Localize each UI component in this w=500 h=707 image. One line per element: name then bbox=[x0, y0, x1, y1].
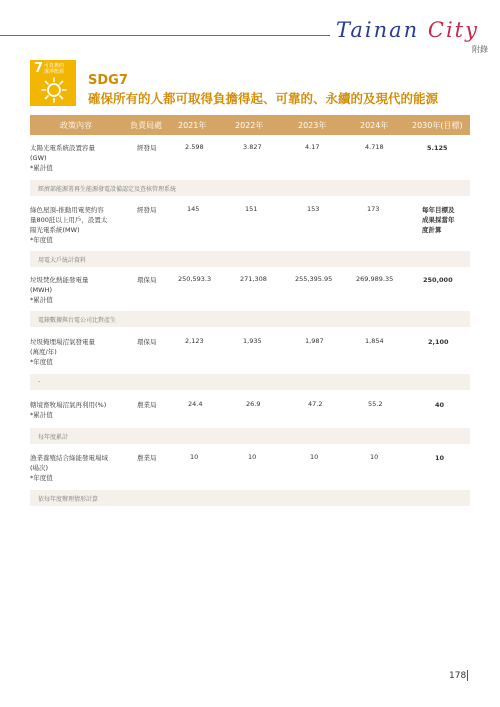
table-header-row bbox=[30, 115, 470, 135]
table-row bbox=[30, 453, 470, 483]
row-dept: 農業局 bbox=[137, 454, 157, 462]
col-header-2023: 2023年 bbox=[298, 121, 327, 130]
brand-word-city: City bbox=[427, 18, 479, 42]
row-target: 每年目標及 成果採當年 度計算 bbox=[422, 206, 455, 234]
row-item: 垃圾焚化熱能發電量 (MWH) *累計值 bbox=[30, 276, 89, 304]
header-rule bbox=[0, 35, 330, 36]
row-dept: 環保局 bbox=[137, 338, 157, 346]
row-item: 垃圾掩埋場沼氣發電量 (萬度/年) *年度值 bbox=[30, 338, 95, 366]
row-2023: 1,987 bbox=[305, 337, 324, 345]
sdg-code: SDG7 bbox=[88, 73, 128, 88]
row-2021: 145 bbox=[187, 205, 200, 213]
page-number-bar bbox=[467, 670, 468, 681]
row-source-note: 用電大戶統計資料 bbox=[30, 251, 470, 267]
row-2023: 47.2 bbox=[308, 400, 323, 408]
row-2024: 10 bbox=[370, 453, 379, 461]
sdg7-badge bbox=[30, 60, 76, 106]
row-2022: 271,308 bbox=[240, 275, 267, 283]
brand-word-tainan: Tainan bbox=[336, 18, 420, 42]
row-2021: 250,593.3 bbox=[178, 275, 212, 283]
row-source-note: 依每年度辦理情形計算 bbox=[30, 490, 470, 506]
row-item: 綠色屋頂-推動用電契約容 量800瓩以上用戶，設置太 陽光電系統(MW) *年度值 bbox=[30, 206, 108, 244]
col-header-2024: 2024年 bbox=[360, 121, 389, 130]
col-header-2021: 2021年 bbox=[178, 121, 207, 130]
row-2023: 10 bbox=[310, 453, 319, 461]
table-row bbox=[30, 337, 470, 367]
row-source-note: 經濟部能源署再生能源發電設備認定及查核管理系統 bbox=[30, 180, 470, 196]
row-source-note: - bbox=[30, 374, 470, 390]
row-item: 轄境畜牧場沼氣再利用(%) *累計值 bbox=[30, 401, 107, 419]
row-target: 5.125 bbox=[427, 144, 448, 152]
row-2021: 10 bbox=[190, 453, 199, 461]
col-header-2030-target: 2030年(目標) bbox=[412, 121, 463, 130]
col-header-dept: 負責局處 bbox=[130, 121, 162, 130]
row-2023: 153 bbox=[307, 205, 320, 213]
row-2021: 24.4 bbox=[188, 400, 203, 408]
row-target: 40 bbox=[435, 401, 445, 409]
row-2021: 2,123 bbox=[185, 337, 204, 345]
row-2023: 255,395.95 bbox=[295, 275, 333, 283]
sun-power-icon bbox=[41, 77, 67, 103]
row-2022: 151 bbox=[245, 205, 258, 213]
row-2024: 269,989.35 bbox=[356, 275, 394, 283]
row-target: 2,100 bbox=[428, 338, 449, 346]
page-number: 178 bbox=[449, 671, 467, 681]
table-row bbox=[30, 400, 470, 420]
row-2024: 1,854 bbox=[365, 337, 384, 345]
col-header-policy: 政策內容 bbox=[60, 121, 92, 130]
row-target: 10 bbox=[435, 454, 445, 462]
row-2022: 10 bbox=[248, 453, 257, 461]
row-item: 漁業養殖結合綠能發電場域 (場次) *年度值 bbox=[30, 454, 108, 482]
table-row bbox=[30, 275, 470, 305]
sdg-badge-caption-line2: 潔淨能源 bbox=[44, 69, 65, 75]
row-2024: 55.2 bbox=[368, 400, 383, 408]
appendix-label: 附錄 bbox=[472, 45, 488, 54]
sdg-badge-caption bbox=[44, 63, 74, 75]
row-target: 250,000 bbox=[423, 276, 453, 284]
row-source-note: 電錶數據與台電公司比對產生 bbox=[30, 311, 470, 327]
row-dept: 環保局 bbox=[137, 276, 157, 284]
sdg-title: 確保所有的人都可取得負擔得起、可靠的、永續的及現代的能源 bbox=[88, 91, 439, 106]
table-row bbox=[30, 143, 470, 173]
sdg-badge-caption-line1: 可負擔的 bbox=[44, 63, 65, 69]
row-2024: 4.718 bbox=[365, 143, 384, 151]
row-2022: 26.9 bbox=[246, 400, 261, 408]
row-dept: 經發局 bbox=[137, 206, 157, 214]
table-row bbox=[30, 205, 470, 245]
row-dept: 農業局 bbox=[137, 401, 157, 409]
row-2021: 2.598 bbox=[185, 143, 204, 151]
row-2022: 1,935 bbox=[243, 337, 262, 345]
brand-logo bbox=[336, 18, 479, 42]
sdg-badge-number: 7 bbox=[34, 61, 44, 76]
col-header-2022: 2022年 bbox=[235, 121, 264, 130]
row-2024: 173 bbox=[367, 205, 380, 213]
row-2023: 4.17 bbox=[305, 143, 320, 151]
row-source-note: 每年度累計 bbox=[30, 428, 470, 444]
row-item: 太陽光電系統設置容量 (GW) *累計值 bbox=[30, 144, 95, 172]
row-2022: 3.827 bbox=[243, 143, 262, 151]
row-dept: 經發局 bbox=[137, 144, 157, 152]
